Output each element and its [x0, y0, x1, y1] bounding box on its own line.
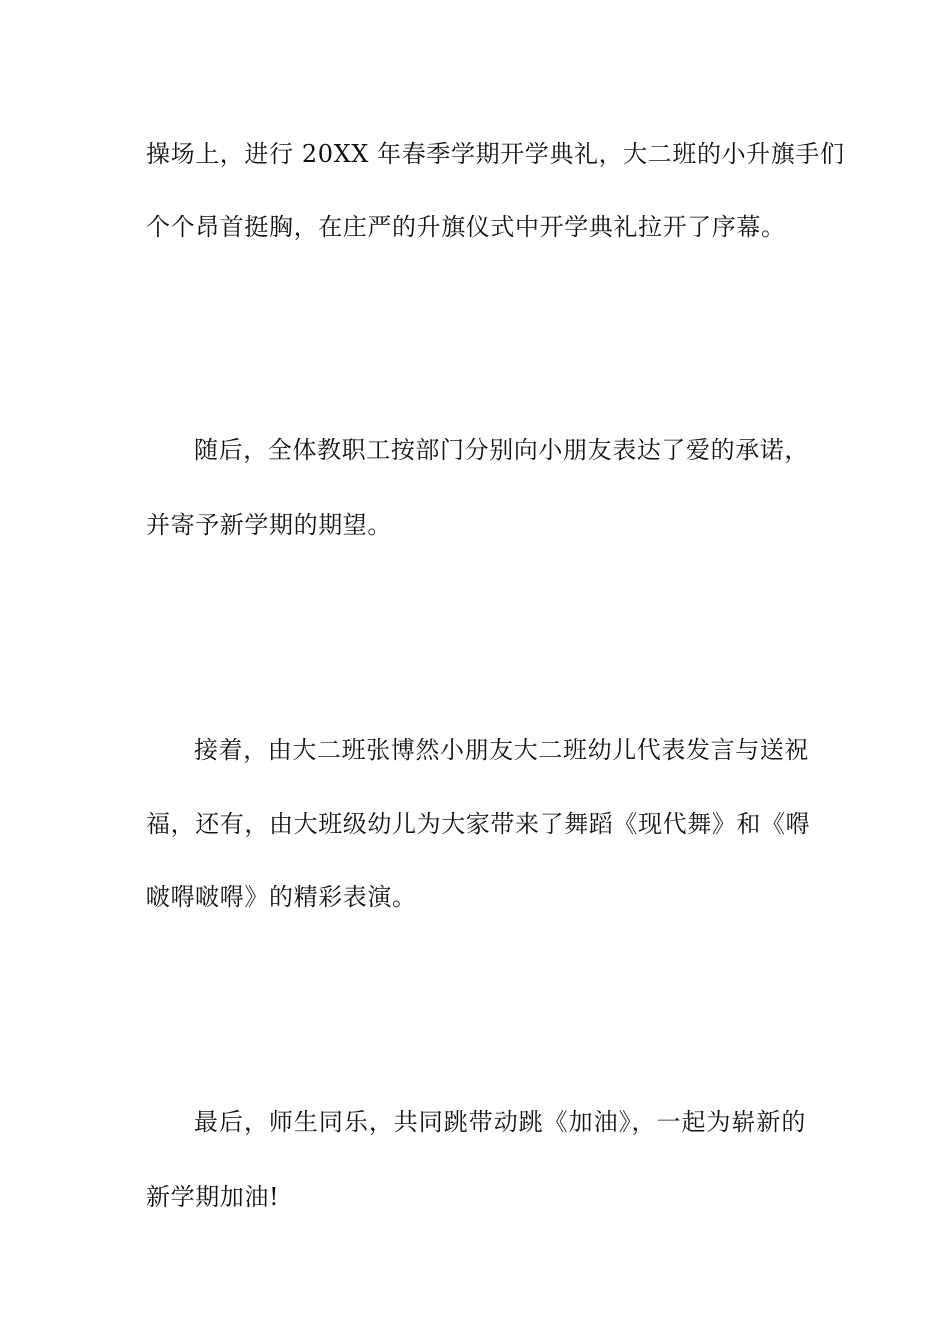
paragraph-line: 新学期加油!: [146, 1183, 280, 1211]
paragraph-line: 啵嘚啵嘚》的精彩表演。: [146, 883, 417, 911]
paragraph-line: 最后，师生同乐，共同跳带动跳《加油》，一起为崭新的: [194, 1108, 806, 1136]
paragraph-line: 个个昂首挺胸，在庄严的升旗仪式中开学典礼拉开了序幕。: [146, 213, 786, 241]
paragraph-line: 福，还有，由大班级幼儿为大家带来了舞蹈《现代舞》和《嘚: [146, 810, 811, 838]
paragraph-line: 随后，全体教职工按部门分别向小朋友表达了爱的承诺，: [194, 436, 809, 464]
paragraph-line: 操场上，进行 20XX 年春季学期开学典礼，大二班的小升旗手们: [146, 140, 845, 168]
paragraph-line: 接着，由大二班张博然小朋友大二班幼儿代表发言与送祝: [194, 736, 809, 764]
paragraph-line: 并寄予新学期的期望。: [146, 511, 392, 539]
